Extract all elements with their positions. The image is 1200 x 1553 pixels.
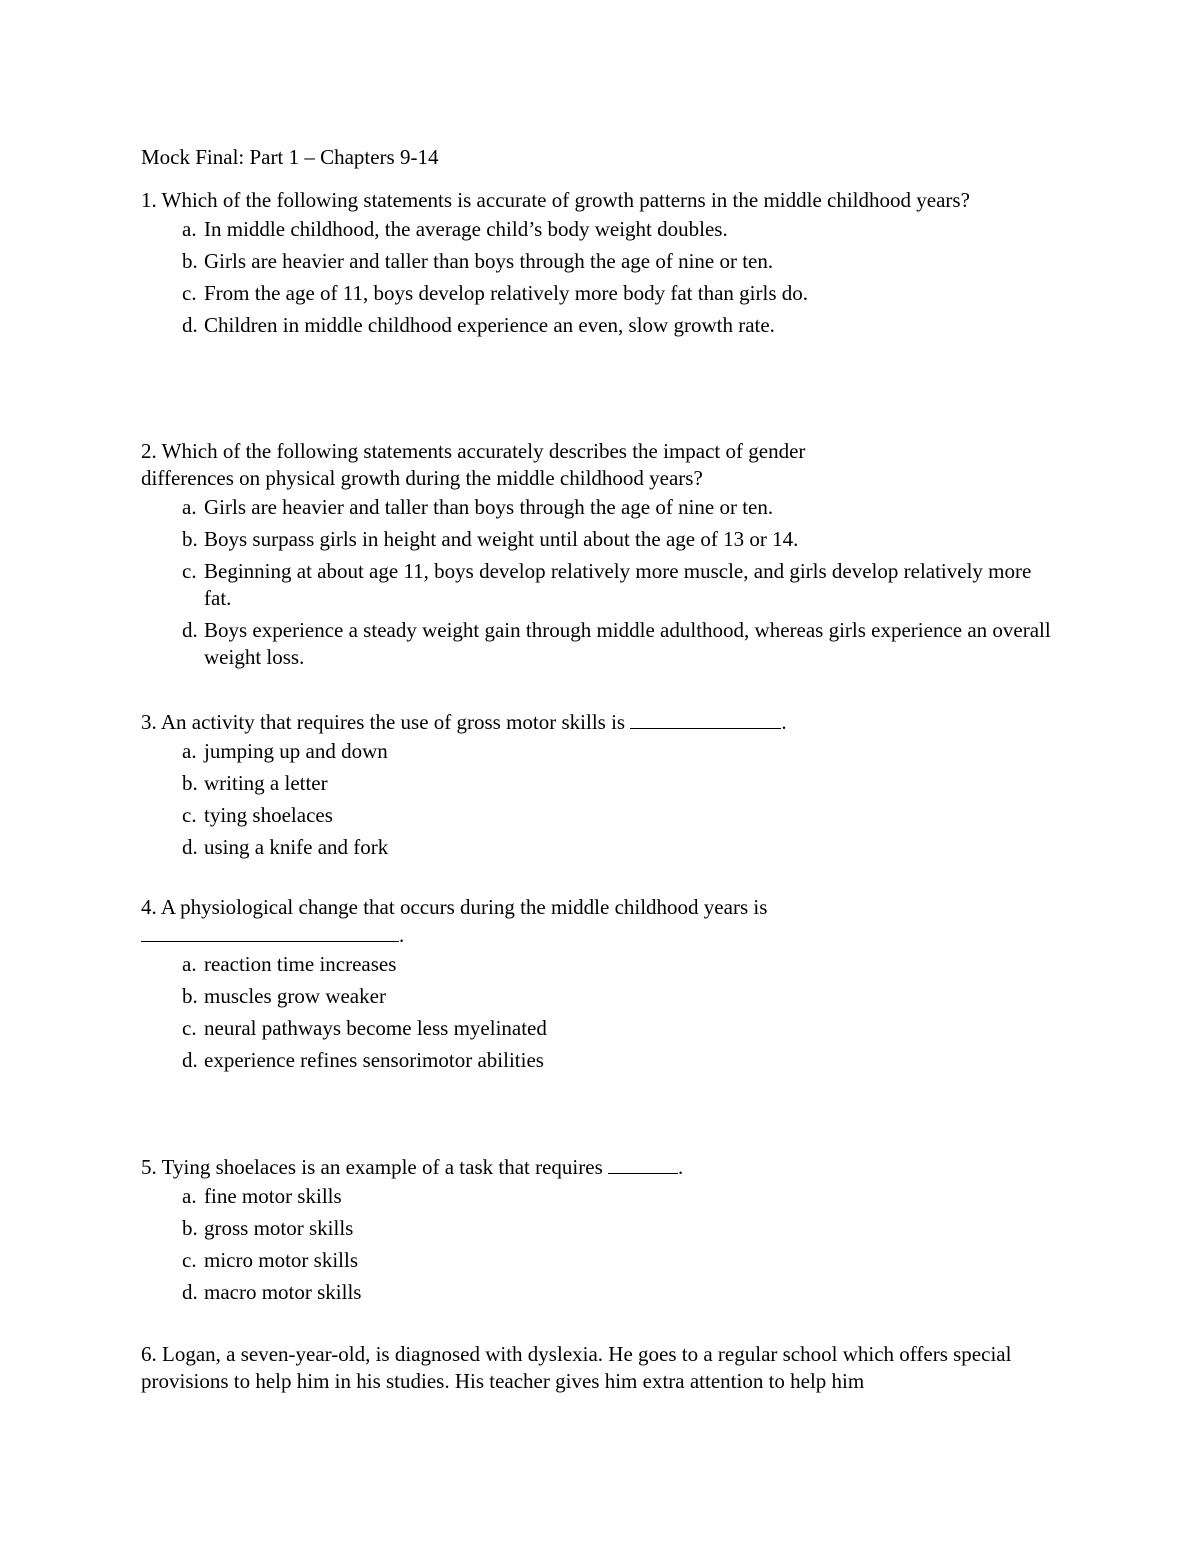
answer-option-d: [141, 834, 1061, 861]
option-letter: a.: [182, 952, 197, 976]
option-text: neural pathways become less myelinated: [204, 1016, 547, 1040]
question-6: [141, 1341, 1061, 1395]
option-text: fine motor skills: [204, 1184, 342, 1208]
question-stem: [141, 1153, 1061, 1181]
option-text: Girls are heavier and taller than boys through the age of nine or ten.: [204, 249, 774, 273]
question-stem: 6. Logan, a seven-year-old, is diagnosed with dyslexia. He goes to a regular school which offers special provisions to help him in his studies. His teacher gives him extra attention to help him: [141, 1342, 1012, 1393]
option-text: micro motor skills: [204, 1248, 358, 1272]
option-letter: b.: [182, 249, 198, 273]
question-3: [141, 708, 1061, 866]
answer-option-b: [141, 1215, 1061, 1242]
stem-end-punctuation: .: [781, 710, 787, 734]
option-text: jumping up and down: [204, 739, 388, 763]
option-letter: c.: [182, 1248, 197, 1272]
option-text: Boys surpass girls in height and weight until about the age of 13 or 14.: [204, 527, 799, 551]
option-text: In middle childhood, the average child’s body weight doubles.: [204, 217, 728, 241]
option-letter: a.: [182, 217, 197, 241]
option-letter: b.: [182, 984, 198, 1008]
option-text: reaction time increases: [204, 952, 397, 976]
option-text: tying shoelaces: [204, 803, 333, 827]
answer-option-a: [141, 494, 1061, 521]
question-stem: [141, 438, 1061, 492]
option-text: writing a letter: [204, 771, 328, 795]
answer-option-d: [141, 312, 1061, 339]
question-stem-text: 3. An activity that requires the use of gross motor skills is: [141, 710, 626, 734]
question-1: [141, 187, 1061, 344]
option-letter: a.: [182, 739, 197, 763]
answer-option-d: [141, 1279, 1061, 1306]
answer-blank: [141, 921, 399, 942]
question-5: [141, 1153, 1061, 1311]
answer-option-b: [141, 770, 1061, 797]
option-text: muscles grow weaker: [204, 984, 386, 1008]
option-letter: d.: [182, 1280, 198, 1304]
option-letter: d.: [182, 313, 198, 337]
question-stem: [141, 894, 1061, 949]
answer-option-d: [141, 1047, 1061, 1074]
answer-blank: [608, 1153, 678, 1174]
option-letter: a.: [182, 1184, 197, 1208]
answer-options: [141, 494, 1061, 671]
option-letter: b.: [182, 771, 198, 795]
option-letter: d.: [182, 835, 198, 859]
option-letter: b.: [182, 527, 198, 551]
answer-option-a: [141, 216, 1061, 243]
question-4: [141, 894, 1061, 1079]
option-letter: c.: [182, 559, 197, 583]
answer-option-a: [141, 1183, 1061, 1210]
question-stem-text: 5. Tying shoelaces is an example of a task that requires: [141, 1155, 603, 1179]
answer-blank: [630, 708, 781, 729]
option-letter: c.: [182, 281, 197, 305]
answer-option-c: [141, 802, 1061, 829]
answer-option-a: [141, 951, 1061, 978]
option-text: Boys experience a steady weight gain through middle adulthood, whereas girls experience an overall weight loss.: [204, 618, 1051, 669]
question-stem-line: 2. Which of the following statements accurately describes the impact of gender: [141, 439, 806, 463]
question-stem: 1. Which of the following statements is accurate of growth patterns in the middle childhood years?: [141, 188, 970, 212]
option-text: Girls are heavier and taller than boys through the age of nine or ten.: [204, 495, 774, 519]
answer-options: [141, 1183, 1061, 1306]
question-stem-line: differences on physical growth during the middle childhood years?: [141, 466, 703, 490]
option-text: macro motor skills: [204, 1280, 362, 1304]
answer-options: [141, 738, 1061, 861]
answer-option-b: [141, 983, 1061, 1010]
option-text: using a knife and fork: [204, 835, 389, 859]
question-2: [141, 438, 1061, 676]
option-letter: d.: [182, 1048, 198, 1072]
answer-options: [141, 951, 1061, 1074]
answer-option-a: [141, 738, 1061, 765]
option-text: gross motor skills: [204, 1216, 354, 1240]
document-title: Mock Final: Part 1 – Chapters 9-14: [141, 145, 439, 169]
answer-option-c: [141, 1015, 1061, 1042]
stem-end-punctuation: .: [399, 923, 405, 947]
answer-options: [141, 216, 1061, 339]
option-text: Children in middle childhood experience an even, slow growth rate.: [204, 313, 775, 337]
option-text: experience refines sensorimotor abilities: [204, 1048, 544, 1072]
answer-option-c: [141, 558, 1061, 612]
answer-option-d: [141, 617, 1061, 671]
answer-option-b: [141, 526, 1061, 553]
question-stem: [141, 708, 1061, 736]
stem-end-punctuation: .: [678, 1155, 684, 1179]
answer-option-c: [141, 280, 1061, 307]
question-stem-text: 4. A physiological change that occurs during the middle childhood years is: [141, 895, 768, 919]
option-text: Beginning at about age 11, boys develop relatively more muscle, and girls develop relatively more fat.: [204, 559, 1032, 610]
option-letter: c.: [182, 803, 197, 827]
option-letter: c.: [182, 1016, 197, 1040]
option-letter: a.: [182, 495, 197, 519]
option-letter: d.: [182, 618, 198, 642]
answer-option-c: [141, 1247, 1061, 1274]
option-letter: b.: [182, 1216, 198, 1240]
answer-option-b: [141, 248, 1061, 275]
option-text: From the age of 11, boys develop relatively more body fat than girls do.: [204, 281, 808, 305]
